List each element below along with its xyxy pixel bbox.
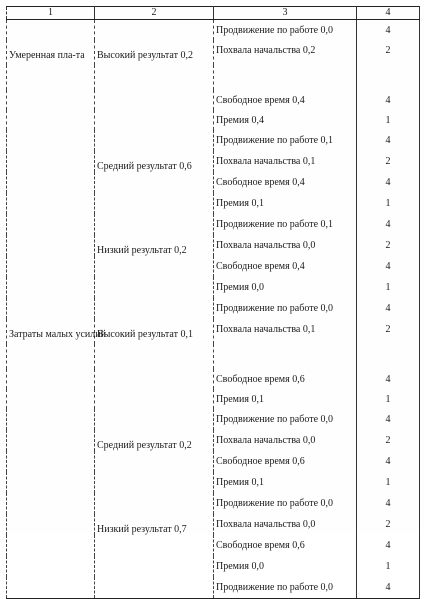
valence-cell: 2: [357, 40, 420, 65]
outcome-cell: Свободное время 0,4: [214, 172, 357, 193]
row-header-cell: [7, 277, 95, 298]
valence-cell: 4: [357, 130, 420, 151]
table-row: [7, 430, 420, 451]
result-cell: [95, 110, 214, 130]
valence-cell: 4: [357, 577, 420, 599]
result-cell: Средний результат 0,6: [95, 151, 214, 172]
table-row: [7, 20, 420, 40]
valence-cell: 4: [357, 256, 420, 277]
row-header-cell: [7, 556, 95, 577]
row-header-cell: [7, 577, 95, 599]
table-row: [7, 130, 420, 151]
row-header-cell: [7, 110, 95, 130]
result-cell: [95, 65, 214, 90]
valence-cell: 1: [357, 110, 420, 130]
row-header-cell: Затраты малых усилий: [7, 319, 95, 344]
row-header-cell: [7, 151, 95, 172]
row-header-cell: [7, 369, 95, 389]
result-cell: [95, 172, 214, 193]
outcome-cell: Премия 0,1: [214, 193, 357, 214]
outcome-cell: Премия 0,0: [214, 277, 357, 298]
outcome-cell: Продвижение по работе 0,0: [214, 493, 357, 514]
table-row: [7, 40, 420, 65]
table-row: [7, 451, 420, 472]
row-header-cell: [7, 235, 95, 256]
table-row: [7, 409, 420, 430]
result-cell: [95, 298, 214, 319]
table-row: [7, 577, 420, 599]
row-header-cell: [7, 514, 95, 535]
valence-cell: 1: [357, 472, 420, 493]
valence-cell: 1: [357, 277, 420, 298]
row-header-cell: [7, 193, 95, 214]
row-header-cell: [7, 256, 95, 277]
row-header-cell: [7, 344, 95, 369]
row-header-cell: [7, 535, 95, 556]
result-cell: [95, 577, 214, 599]
outcome-cell: Премия 0,0: [214, 556, 357, 577]
result-cell: [95, 409, 214, 430]
table-row: [7, 90, 420, 110]
table-row: [7, 472, 420, 493]
valence-cell: 4: [357, 451, 420, 472]
row-header-cell: [7, 298, 95, 319]
column-number-4: 4: [357, 7, 420, 20]
outcome-cell: [214, 65, 357, 90]
row-header-cell: [7, 90, 95, 110]
valence-cell: 4: [357, 493, 420, 514]
result-cell: Низкий результат 0,2: [95, 235, 214, 256]
result-cell: [95, 556, 214, 577]
result-cell: Высокий результат 0,1: [95, 319, 214, 344]
valence-cell: 4: [357, 214, 420, 235]
valence-cell: 2: [357, 151, 420, 172]
outcome-cell: Похвала начальства 0,1: [214, 151, 357, 172]
table-body: [7, 20, 420, 599]
result-cell: [95, 256, 214, 277]
table-row: [7, 493, 420, 514]
outcome-cell: Похвала начальства 0,1: [214, 319, 357, 344]
outcome-cell: Похвала начальства 0,0: [214, 430, 357, 451]
row-header-cell: [7, 451, 95, 472]
outcome-cell: Свободное время 0,6: [214, 369, 357, 389]
outcome-cell: Продвижение по работе 0,0: [214, 20, 357, 40]
table-row: [7, 193, 420, 214]
outcome-cell: Свободное время 0,6: [214, 535, 357, 556]
column-number-2: 2: [95, 7, 214, 20]
table-row: [7, 319, 420, 344]
table-row: [7, 369, 420, 389]
row-header-cell: [7, 493, 95, 514]
row-header-cell: [7, 430, 95, 451]
column-number-1: 1: [7, 7, 95, 20]
result-cell: Высокий результат 0,2: [95, 40, 214, 65]
outcomes-table: [6, 6, 420, 599]
table-row: [7, 172, 420, 193]
column-number-row: [7, 7, 420, 20]
row-header-cell: [7, 214, 95, 235]
result-cell: [95, 193, 214, 214]
result-cell: [95, 451, 214, 472]
table-row: [7, 514, 420, 535]
row-header-cell: [7, 389, 95, 409]
valence-cell: 4: [357, 20, 420, 40]
column-number-3: 3: [214, 7, 357, 20]
result-cell: Низкий результат 0,7: [95, 514, 214, 535]
outcome-cell: Продвижение по работе 0,0: [214, 409, 357, 430]
outcome-cell: Похвала начальства 0,2: [214, 40, 357, 65]
table-row: [7, 65, 420, 90]
outcome-cell: Похвала начальства 0,0: [214, 514, 357, 535]
valence-cell: 1: [357, 389, 420, 409]
outcome-cell: Премия 0,4: [214, 110, 357, 130]
valence-cell: 4: [357, 298, 420, 319]
outcome-cell: Похвала начальства 0,0: [214, 235, 357, 256]
table-row: [7, 256, 420, 277]
outcome-cell: Свободное время 0,6: [214, 451, 357, 472]
table-row: [7, 298, 420, 319]
outcome-cell: Продвижение по работе 0,1: [214, 130, 357, 151]
result-cell: Средний результат 0,2: [95, 430, 214, 451]
row-header-cell: Умеренная пла-та: [7, 40, 95, 65]
outcome-cell: [214, 344, 357, 369]
result-cell: [95, 20, 214, 40]
row-header-cell: [7, 472, 95, 493]
row-header-cell: [7, 130, 95, 151]
outcome-cell: Свободное время 0,4: [214, 256, 357, 277]
valence-cell: 4: [357, 409, 420, 430]
result-cell: [95, 535, 214, 556]
valence-cell: 4: [357, 90, 420, 110]
row-header-cell: [7, 409, 95, 430]
valence-cell: 2: [357, 514, 420, 535]
table-row: [7, 277, 420, 298]
outcome-cell: Продвижение по работе 0,0: [214, 298, 357, 319]
table-row: [7, 235, 420, 256]
result-cell: [95, 90, 214, 110]
result-cell: [95, 130, 214, 151]
result-cell: [95, 344, 214, 369]
valence-cell: [357, 65, 420, 90]
valence-cell: 1: [357, 556, 420, 577]
result-cell: [95, 472, 214, 493]
valence-cell: 4: [357, 172, 420, 193]
row-header-cell: [7, 172, 95, 193]
outcome-cell: Премия 0,1: [214, 389, 357, 409]
table-row: [7, 151, 420, 172]
valence-cell: 1: [357, 193, 420, 214]
table-row: [7, 110, 420, 130]
valence-cell: 2: [357, 430, 420, 451]
valence-cell: 2: [357, 319, 420, 344]
outcome-cell: Продвижение по работе 0,0: [214, 577, 357, 599]
result-cell: [95, 389, 214, 409]
table-row: [7, 214, 420, 235]
result-cell: [95, 493, 214, 514]
result-cell: [95, 277, 214, 298]
table-row: [7, 344, 420, 369]
table-row: [7, 389, 420, 409]
valence-cell: 4: [357, 535, 420, 556]
result-cell: [95, 214, 214, 235]
outcome-cell: Продвижение по работе 0,1: [214, 214, 357, 235]
table-row: [7, 535, 420, 556]
row-header-cell: [7, 65, 95, 90]
table-row: [7, 556, 420, 577]
outcome-cell: Премия 0,1: [214, 472, 357, 493]
outcome-cell: Свободное время 0,4: [214, 90, 357, 110]
row-header-cell: [7, 20, 95, 40]
valence-cell: 4: [357, 369, 420, 389]
valence-cell: 2: [357, 235, 420, 256]
result-cell: [95, 369, 214, 389]
valence-cell: [357, 344, 420, 369]
